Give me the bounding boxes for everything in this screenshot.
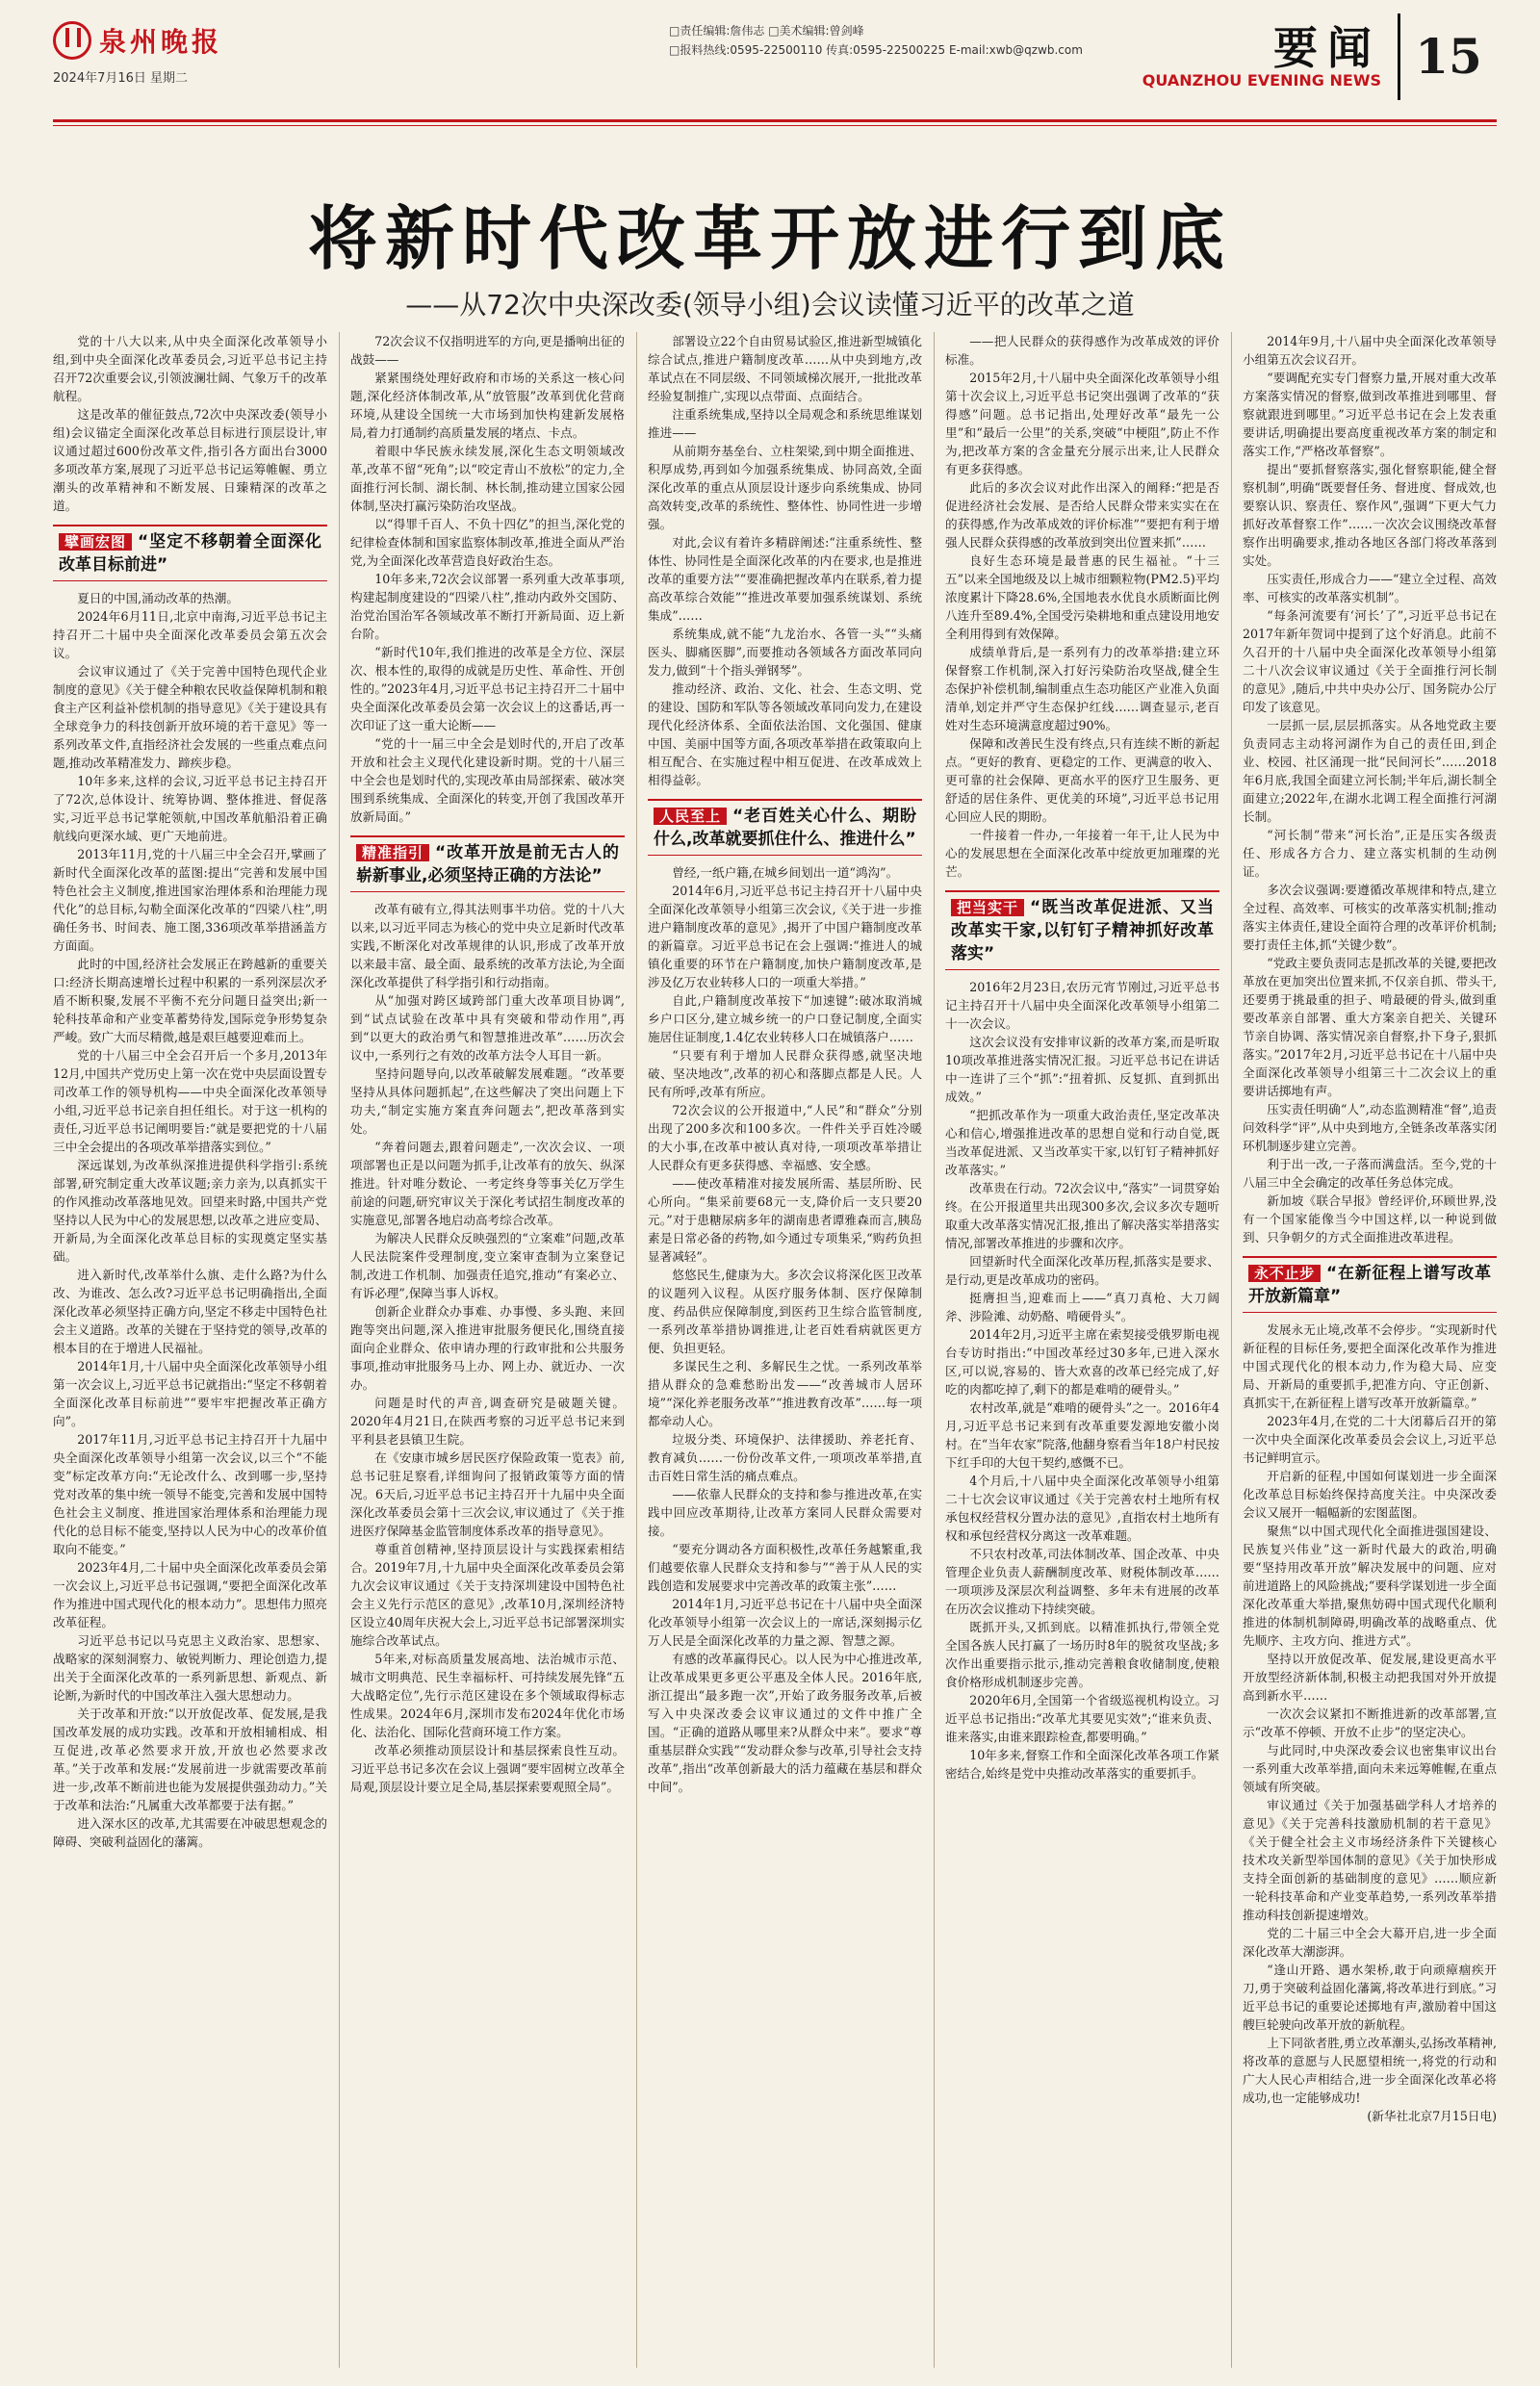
- paragraph: 此时的中国,经济社会发展正在跨越新的重要关口:经济长期高速增长过程中积累的一系列深层次矛盾不断积聚,发展不平衡不充分问题日益突出;新一轮科技革命和产业变革蓄势待发,国际竞争形势复杂严峻。致广大而尽精微,越是艰巨越要迎难而上。: [53, 957, 327, 1044]
- paragraph: 压实责任明确“人”,动态监测精准“督”,追责问效科学“评”,从中央到地方,全链条改革落实闭环机制逐步建立完善。: [1243, 1102, 1497, 1153]
- paragraph: 会议审议通过了《关于完善中国特色现代企业制度的意见》《关于健全种粮农民收益保障机制和粮食主产区利益补偿机制的指导意见》《关于建设具有全球竞争力的科技创新开放环境的若干意见》等一系列改革文件,直指经济社会发展的一些重点难点问题,推动改革精准发力、蹄疾步稳。: [53, 664, 327, 770]
- paragraph: 着眼中华民族永续发展,深化生态文明领域改革,改革不留“死角”;以“咬定青山不放松”的定力,全面推行河长制、湖长制、林长制,推动建立国家公园体制,坚决打赢污染防治攻坚战。: [350, 444, 625, 513]
- paragraph: 2013年11月,党的十八届三中全会召开,擘画了新时代全面深化改革的蓝图:提出“完善和发展中国特色社会主义制度,推进国家治理体系和治理能力现代化”的总目标,勾勒全面深化改革的“四梁八柱”,明确任务书、时间表、施工图,336项改革举措涵盖方方面面。: [53, 847, 327, 953]
- section-heading-text: “在新征程上谱写改革开放新篇章”: [1248, 1264, 1491, 1306]
- paragraph: 夏日的中国,涌动改革的热潮。: [77, 591, 239, 605]
- paragraph: 一层抓一层,层层抓落实。从各地党政主要负责同志主动将河湖作为自己的责任田,到企业、校园、社区涌现一批“民间河长”……2018年6月底,我国全面建立河长制;半年后,湖长制全面建立;2022年,在湖水北调工程全面推行河湖长制。: [1243, 718, 1497, 824]
- article-column-2: [350, 332, 625, 2368]
- paragraph: 72次会议的公开报道中,“人民”和“群众”分别出现了200多次和100多次。一件件关乎百姓冷暖的大小事,在改革中被认真对待,一项项改革举措让人民群众有更多获得感、幸福感、安全感。: [648, 1103, 922, 1172]
- paragraph: 在《安康市城乡居民医疗保险政策一览表》前,总书记驻足察看,详细询问了报销政策等方面的情况。6天后,习近平总书记主持召开十九届中央全面深化改革委员会第十三次会议,审议通过了《关于推进医疗保障基金监管制度体系改革的指导意见》。: [350, 1450, 625, 1538]
- paragraph: 一件接着一件办,一年接着一年干,让人民为中心的发展思想在全面深化改革中绽放更加璀璨的光芒。: [945, 828, 1219, 879]
- paragraph: 上下同欲者胜,勇立改革潮头,弘扬改革精神,将改革的意愿与人民愿望相统一,将党的行动和广大人民心声相结合,进一步全面深化改革必将成功,也一定能够成功!: [1243, 2036, 1497, 2105]
- paragraph: 注重系统集成,坚持以全局观念和系统思维谋划推进——: [648, 407, 922, 440]
- paragraph: 挺膺担当,迎难而上——“真刀真枪、大刀阔斧、涉险滩、动奶酪、啃硬骨头”。: [945, 1291, 1219, 1323]
- section-title: 要闻: [1273, 22, 1381, 74]
- paragraph: 2014年6月,习近平总书记主持召开十八届中央全面深化改革领导小组第三次会议,《关于进一步推进户籍制度改革的意见》,揭开了中国户籍制度改革的新篇章。习近平总书记在会上强调:“推进人的城镇化重要的环节在户籍制度,加快户籍制度改革,是涉及亿万农业转移人口的一项重大举措。”: [648, 884, 922, 989]
- paragraph: 改革贵在行动。72次会议中,“落实”一词贯穿始终。在公开报道里共出现300多次,会议多次专题听取重大改革落实情况汇报,推出了解决落实举措落实情况,部署改革推进的步骤和次序。: [945, 1181, 1219, 1250]
- paragraph: 坚持问题导向,以改革破解发展难题。“改革要坚持从具体问题抓起”,在这些解决了突出问题上下功夫,“制定实施方案直奔问题去”,把改革落到实处。: [350, 1066, 625, 1136]
- paragraph: 4个月后,十八届中央全面深化改革领导小组第二十七次会议审议通过《关于完善农村土地所有权承包权经营权分置办法的意见》,直指农村土地所有权和承包经营权分离这一改革难题。: [945, 1474, 1219, 1543]
- paragraph: 2016年2月23日,农历元宵节刚过,习近平总书记主持召开十八届中央全面深化改革领导小组第二十一次会议。: [945, 980, 1219, 1031]
- paragraph: 回望新时代全面深化改革历程,抓落实是要求、是行动,更是改革成功的密码。: [945, 1254, 1219, 1287]
- section-heading: [1243, 1256, 1497, 1313]
- paragraph: 2014年2月,习近平主席在索契接受俄罗斯电视台专访时指出:“中国改革经过30多年,已进入深水区,可以说,容易的、皆大欢喜的改革已经完成了,好吃的肉都吃掉了,剩下的都是难啃的硬骨头。”: [945, 1327, 1219, 1397]
- paragraph: 2023年4月,二十届中央全面深化改革委员会第一次会议上,习近平总书记强调,“要把全面深化改革作为推进中国式现代化的根本动力”。思想伟力照亮改革征程。: [53, 1560, 327, 1629]
- paragraph: 72次会议不仅指明进军的方向,更是播响出征的战鼓——: [350, 334, 625, 367]
- section-tag: 擘画宏图: [59, 533, 132, 551]
- paragraph: “要调配充实专门督察力量,开展对重大改革方案落实情况的督察,做到改革推进到哪里、督察就跟进到哪里。”习近平总书记在会上发表重要讲话,明确提出要高度重视改革方案的制定和落实工作,“严格改革督察”。: [1243, 371, 1497, 458]
- paragraph: 提出“要抓督察落实,强化督察职能,健全督察机制”,明确“既要督任务、督进度、督成效,也要察认识、察责任、察作风”,强调“下更大气力抓好改革督察工作”……一次次会议围绕改革督察作出明确要求,推动各地区各部门将改革落到实处。: [1243, 462, 1497, 568]
- paragraph: 关于改革和开放:“以开放促改革、促发展,是我国改革发展的成功实践。改革和开放相辅相成、相互促进,改革必然要求开放,开放也必然要求改革。”关于改革和发展:“发展前进一步就需要改革前进一步,改革不断前进也能为发展提供强劲动力。”关于改革和法治:“凡属重大改革都要于法有据。”: [53, 1706, 327, 1812]
- column-divider: [934, 332, 935, 2368]
- paragraph: 改革有破有立,得其法则事半功倍。党的十八大以来,以习近平同志为核心的党中央立足新时代改革实践,不断深化对改革规律的认识,形成了改革开放以来最丰富、最全面、最系统的改革方法论,为全面深化改革提供了科学指引和行动指南。: [350, 902, 625, 989]
- paragraph: 问题是时代的声音,调查研究是破题关键。2020年4月21日,在陕西考察的习近平总书记来到平利县老县镇卫生院。: [350, 1396, 625, 1447]
- article-column-4: [945, 332, 1219, 2368]
- article-body: [53, 332, 1497, 2368]
- section-title-en: QUANZHOU EVENING NEWS: [1142, 71, 1381, 90]
- section-heading-text: “坚定不移朝着全面深化改革目标前进”: [59, 532, 321, 575]
- paragraph: 部署设立22个自由贸易试验区,推进新型城镇化综合试点,推进户籍制度改革……从中央到地方,改革试点在不同层级、不同领域梯次展开,一批批改革经验复制推广,实现以点带面、点面结合。: [648, 334, 922, 403]
- issue-date: 2024年7月16日 星期二: [53, 71, 189, 86]
- paragraph: 有感的改革赢得民心。以人民为中心推进改革,让改革成果更多更公平惠及全体人民。2016年底,浙江提出“最多跑一次”,开始了政务服务改革,后被写入中央深改委会议审议通过的文件中推广全国。“正确的道路从哪里来?从群众中来”。要求“尊重基层群众实践”“发动群众参与改革,引导社会支持改革”,指出“改革创新最大的活力蕴藏在基层和群众中间”。: [648, 1652, 922, 1794]
- paragraph: 进入深水区的改革,尤其需要在冲破思想观念的障碍、突破利益固化的藩篱。: [53, 1816, 327, 1849]
- paragraph: “只要有利于增加人民群众获得感,就坚决地破、坚决地改”,改革的初心和落脚点都是人民。人民有所呼,改革有所应。: [648, 1048, 922, 1099]
- paragraph: “每条河流要有‘河长’了”,习近平总书记在2017年新年贺词中提到了这个好消息。此前不久召开的十八届中央全面深化改革领导小组第二十八次会议审议通过《关于全面推行河长制的意见》,随后,中共中央办公厅、国务院办公厅印发了该意见。: [1243, 608, 1497, 714]
- paragraph: 2023年4月,在党的二十大闭幕后召开的第一次中央全面深化改革委员会会议上,习近平总书记鲜明宣示。: [1243, 1414, 1497, 1465]
- paragraph: “逢山开路、遇水架桥,敢于向顽瘴痼疾开刀,勇于突破利益固化藩篱,将改革进行到底。”习近平总书记的重要论述掷地有声,激励着中国这艘巨轮驶向改革开放的新航程。: [1243, 1963, 1497, 2032]
- paragraph: 2017年11月,习近平总书记主持召开十九届中央全面深化改革领导小组第一次会议,以三个“不能变”标定改革方向:“无论改什么、改到哪一步,坚持党对改革的集中统一领导不能变,完善和发展中国特色社会主义制度、推进国家治理体系和治理能力现代化的总目标不能变,坚持以人民为中心的改革价值取向不能变。”: [53, 1432, 327, 1556]
- paragraph: 从“加强对跨区域跨部门重大改革项目协调”,到“试点试验在改革中具有突破和带动作用”,再到“以更大的政治勇气和智慧推进改革”……历次会议中,一系列行之有效的改革方法令人耳目一新。: [350, 993, 625, 1063]
- paragraph: “党的十一届三中全会是划时代的,开启了改革开放和社会主义现代化建设新时期。党的十八届三中全会也是划时代的,实现改革由局部探索、破冰突围到系统集成、全面深化的转变,开创了我国改革开放新局面。”: [350, 736, 625, 824]
- section-heading: [53, 525, 327, 581]
- paragraph: 多次会议强调:要遵循改革规律和特点,建立全过程、高效率、可核实的改革落实机制;推动落实主体责任,建设全面符合理的改革评价机制;要打责任主体,抓“关键少数”。: [1243, 883, 1497, 952]
- paragraph: 压实责任,形成合力——“建立全过程、高效率、可核实的改革落实机制”。: [1243, 572, 1497, 604]
- paragraph: 以“得罪千百人、不负十四亿”的担当,深化党的纪律检查体制和国家监察体制改革,推进全面从严治党,为全面深化改革营造良好政治生态。: [350, 517, 625, 568]
- paragraph: 进入新时代,改革举什么旗、走什么路?为什么改、为谁改、怎么改?习近平总书记明确指出,全面深化改革必须坚持正确方向,坚定不移走中国特色社会主义道路。改革的关键在于坚持党的领导,改革的根本目的在于增进人民福祉。: [53, 1268, 327, 1355]
- dateline: (新华社北京7月15日电): [1367, 2109, 1497, 2123]
- column-divider: [339, 332, 340, 2368]
- paragraph: 对此,会议有着许多精辟阐述:“注重系统性、整体性、协同性是全面深化改革的内在要求,也是推进改革的重要方法”“要准确把握改革内在联系,着力提高改革综合效能”“推进改革要加强系统谋划、系统集成”……: [648, 535, 922, 623]
- paragraph: 从前期夯基垒台、立柱架梁,到中期全面推进、积厚成势,再到如今加强系统集成、协同高效,全面深化改革的重点从顶层设计逐步向系统集成、协同高效转变,改革的系统性、整体性、协同性进一步增强。: [648, 444, 922, 531]
- paragraph: 利于出一改,一子落而满盘活。至今,党的十八届三中全会确定的改革任务总体完成。: [1243, 1157, 1497, 1190]
- paragraph: 一次次会议紧扣不断推进新的改革部署,宣示“改革不停顿、开放不止步”的坚定决心。: [1243, 1706, 1497, 1739]
- section-heading-text: “改革开放是前无古人的崭新事业,必须坚持正确的方法论”: [356, 843, 619, 885]
- paragraph: “奔着问题去,跟着问题走”,一次次会议、一项项部署也正是以问题为抓手,让改革有的放矢、纵深推进。针对唯分数论、一考定终身等事关亿万学生前途的问题,研究审议关于深化考试招生制度改革的实施意见,部署各地启动高考综合改革。: [350, 1140, 625, 1227]
- paragraph: 自此,户籍制度改革按下“加速键”:破冰取消城乡户口区分,建立城乡统一的户口登记制度,全面实施居住证制度,1.4亿农业转移人口在城镇落户……: [648, 993, 922, 1044]
- column-divider: [636, 332, 637, 2368]
- paragraph: 10年多来,督察工作和全面深化改革各项工作紧密结合,始终是党中央推动改革落实的重要抓手。: [945, 1748, 1219, 1781]
- editor-credits: [669, 21, 1083, 60]
- paragraph: “把抓改革作为一项重大政治责任,坚定改革决心和信心,增强推进改革的思想自觉和行动自觉,既当改革促进派、又当改革实干家,以钉钉子精神抓好改革落实。”: [945, 1108, 1219, 1177]
- paragraph: 为解决人民群众反映强烈的“立案难”问题,改革人民法院案件受理制度,变立案审查制为立案登记制,改进工作机制、加强责任追究,推动“有案必立、有诉必理”,保障当事人诉权。: [350, 1231, 625, 1300]
- paragraph: 坚持以开放促改革、促发展,建设更高水平开放型经济新体制,积极主动把我国对外开放提高到新水平……: [1243, 1652, 1497, 1703]
- credits-line-2: □报料热线:0595-22500110 传真:0595-22500225 E-mail:xwb@qzwb.com: [669, 43, 1083, 57]
- masthead-rule-thin: [53, 125, 1497, 126]
- masthead-rule: [53, 119, 1497, 122]
- paragraph: 开启新的征程,中国如何谋划进一步全面深化改革总目标始终保持高度关注。中央深改委会议又展开一幅幅新的宏图蓝图。: [1243, 1469, 1497, 1520]
- paragraph: 新加坡《联合早报》曾经评价,环顾世界,没有一个国家能像当今中国这样,以一种说到做到、只争朝夕的方式全面推进改革进程。: [1243, 1193, 1497, 1244]
- paragraph: 此后的多次会议对此作出深入的阐释:“把是否促进经济社会发展、是否给人民群众带来实实在在的获得感,作为改革成效的评价标准”“要把有利于增强人民群众获得感的改革放到突出位置来抓”……: [945, 480, 1219, 550]
- paragraph: “河长制”带来“河长治”,正是压实各级责任、形成各方合力、建立落实机制的生动例证。: [1243, 828, 1497, 879]
- paragraph: “党政主要负责同志是抓改革的关键,要把改革放在更加突出位置来抓,不仅亲自抓、带头干,还要勇于挑最重的担子、啃最硬的骨头,做到重要改革亲自部署、重大方案亲自把关、关键环节亲自协调、落实情况亲自督察,扑下身子,狠抓落实。”2017年2月,习近平总书记在十八届中央全面深化改革领导小组第三十二次会议上的重要讲话掷地有声。: [1243, 956, 1497, 1098]
- section-tag: 永不止步: [1248, 1265, 1321, 1282]
- paragraph: 审议通过《关于加强基础学科人才培养的意见》《关于完善科技激励机制的若干意见》《关于健全社会主义市场经济条件下关键核心技术攻关新型举国体制的意见》《关于加快形成支持全面创新的基础制度的意见》……顺应新一轮科技革命和产业变革趋势,一系列改革举措推动科技创新提速增效。: [1243, 1798, 1497, 1922]
- paragraph: ——依靠人民群众的支持和参与推进改革,在实践中回应改革期待,让改革方案同人民群众需要对接。: [648, 1487, 922, 1538]
- paragraph: 既抓开头,又抓到底。以精准抓执行,带领全党全国各族人民打赢了一场历时8年的脱贫攻坚战;多次作出重要指示批示,推动完善粮食收储制度,使粮食价格形成机制逐步完善。: [945, 1620, 1219, 1689]
- paragraph: 2014年1月,十八届中央全面深化改革领导小组第一次会议上,习近平总书记就指出:“坚定不移朝着全面深化改革目标前进”“要牢牢把握改革正确方向”。: [53, 1359, 327, 1428]
- paragraph: 党的二十届三中全会大幕开启,进一步全面深化改革大潮澎湃。: [1243, 1926, 1497, 1959]
- article-column-1: [53, 332, 327, 2368]
- paragraph: 农村改革,就是“难啃的硬骨头”之一。2016年4月,习近平总书记来到有改革重要发源地安徽小岗村。在“当年农家”院落,他翻身察看当年18户村民按下红手印的大包干契约,感慨不已。: [945, 1400, 1219, 1470]
- paragraph: 创新企业群众办事难、办事慢、多头跑、来回跑等突出问题,深入推进审批服务便民化,围绕直接面向企业群众、依申请办理的行政审批和公共服务事项,推动审批服务马上办、网上办、就近办、一次办。: [350, 1304, 625, 1392]
- section-heading-text: “老百姓关心什么、期盼什么,改革就要抓住什么、推进什么”: [654, 807, 916, 849]
- paragraph: 系统集成,就不能“九龙治水、各管一头”“头痛医头、脚痛医脚”,而要推动各领域各方面改革同向发力,做到“十个指头弹钢琴”。: [648, 627, 922, 678]
- paragraph: 2024年6月11日,北京中南海,习近平总书记主持召开二十届中央全面深化改革委员会第五次会议。: [53, 609, 327, 660]
- paragraph: 聚焦“以中国式现代化全面推进强国建设、民族复兴伟业”这一新时代最大的政治,明确要“坚持用改革开放”解决发展中的问题、应对前进道路上的风险挑战;“要科学谋划进一步全面深化改革重大举措,聚焦妨碍中国式现代化顺利推进的体制机制障碍,明确改革的战略重点、优先顺序、主攻方向、推进方式”。: [1243, 1524, 1497, 1648]
- paragraph: 悠悠民生,健康为大。多次会议将深化医卫改革的议题列入议程。从医疗服务体制、医疗保障制度、药品供应保障制度,到医药卫生综合监管制度,一系列改革举措协调推进,让老百姓看病就医更方便、负担更轻。: [648, 1268, 922, 1355]
- paragraph: 垃圾分类、环境保护、法律援助、养老托育、教育减负……一份份改革文件,一项项改革举措,直击百姓日常生活的痛点难点。: [648, 1432, 922, 1483]
- paragraph: 尊重首创精神,坚持顶层设计与实践探索相结合。2019年7月,十九届中央全面深化改革委员会第九次会议审议通过《关于支持深圳建设中国特色社会主义先行示范区的意见》,改革10月,深圳经济特区设立40周年庆祝大会上,习近平总书记部署深圳实施综合改革试点。: [350, 1542, 625, 1648]
- section-tag: 人民至上: [654, 808, 727, 825]
- paragraph: 多谋民生之利、多解民生之忧。一系列改革举措从群众的急难愁盼出发——“改善城市人居环境”“深化养老服务改革”“推进教育改革”……每一项都牵动人心。: [648, 1359, 922, 1428]
- paragraph: 党的十八届三中全会召开后一个多月,2013年12月,中国共产党历史上第一次在党中央层面设置专司改革工作的领导机构——中央全面深化改革领导小组,习近平总书记亲自担任组长。对于这一机构的责任,习近平总书记阐明要旨:“就是要把党的十八届三中全会提出的各项改革举措落实到位。”: [53, 1048, 327, 1154]
- paragraph: 曾经,一纸户籍,在城乡间划出一道“鸿沟”。: [672, 865, 899, 880]
- section-tag: 把当实干: [951, 899, 1024, 916]
- paragraph: 这次会议没有安排审议新的改革方案,而是听取10项改革推进落实情况汇报。习近平总书记在讲话中一连讲了三个“抓”:“扭着抓、反复抓、直到抓出成效。”: [945, 1035, 1219, 1104]
- subheadline: ——从72次中央深改委(领导小组)会议读懂习近平的改革之道: [405, 289, 1135, 321]
- paragraph: 良好生态环境是最普惠的民生福祉。“十三五”以来全国地级及以上城市细颗粒物(PM2.5)平均浓度累计下降28.6%,全国地表水优良水质断面比例八连升至89.4%,全国受污染耕地和重点建设用地安全利用得到有效保障。: [945, 553, 1219, 641]
- paragraph: 2014年9月,十八届中央全面深化改革领导小组第五次会议召开。: [1243, 334, 1497, 367]
- paragraph: “要充分调动各方面积极性,改革任务越繁重,我们越要依靠人民群众支持和参与”“善于从人民的实践创造和发展要求中完善改革的政策主张”……: [648, 1542, 922, 1593]
- paragraph: 2014年1月,习近平总书记在十八届中央全面深化改革领导小组第一次会议上的一席话,深刻揭示亿万人民是全面深化改革的力量之源、智慧之源。: [648, 1597, 922, 1648]
- paragraph: 与此同时,中央深改委会议也密集审议出台一系列重大改革举措,面向未来远筹帷幄,在重点领域有所突破。: [1243, 1743, 1497, 1794]
- paragraph: 改革必须推动顶层设计和基层探索良性互动。习近平总书记多次在会议上强调“要牢固树立改革全局观,顶层设计要立足全局,基层探索要观照全局”。: [350, 1743, 625, 1794]
- section-heading: [648, 799, 922, 856]
- paragraph: 发展永无止境,改革不会停步。“实现新时代新征程的目标任务,要把全面深化改革作为推进中国式现代化的根本动力,作为稳大局、应变局、开新局的重要抓手,把准方向、守正创新、真抓实干,在新征程上谱写改革开放新篇章。”: [1243, 1322, 1497, 1410]
- paragraph: 这是改革的催征鼓点,72次中央深改委(领导小组)会议锚定全面深化改革总目标进行顶层设计,审议通过超过600份改革文件,指引各方面出台3000多项改革方案,展现了习近平总书记运筹帷幄、勇立潮头的改革精神和不断发展、日臻精深的改革之道。: [53, 407, 327, 513]
- paragraph: 党的十八大以来,从中央全面深化改革领导小组,到中央全面深化改革委员会,习近平总书记主持召开72次重要会议,引领波澜壮阔、气象万千的改革航程。: [53, 334, 327, 403]
- page-number: 15: [1398, 13, 1497, 100]
- article-column-5: [1243, 332, 1497, 2368]
- paragraph: 2015年2月,十八届中央全面深化改革领导小组第十次会议上,习近平总书记突出强调了改革的“获得感”问题。总书记指出,处理好改革“最先一公里”和“最后一公里”的关系,突破“中梗阻”,防止不作为,把改革方案的含金量充分展示出来,让人民群众有更多获得感。: [945, 371, 1219, 476]
- paragraph: 5年来,对标高质量发展高地、法治城市示范、城市文明典范、民生幸福标杆、可持续发展先锋“五大战略定位”,先行示范区建设在多个领域取得标志性成果。2024年6月,深圳市发布2024年优化市场化、法治化、国际化营商环境工作方案。: [350, 1652, 625, 1739]
- paragraph: ——使改革精准对接发展所需、基层所盼、民心所向。“集采前要68元一支,降价后一支只要20元。”对于患糖尿病多年的湖南患者谭雅森而言,胰岛素是日常必备的药物,如今通过专项集采,“购药负担显著减轻”。: [648, 1176, 922, 1264]
- column-divider: [1231, 332, 1232, 2368]
- paragraph: “新时代10年,我们推进的改革是全方位、深层次、根本性的,取得的成就是历史性、革命性、开创性的。”2023年4月,习近平总书记主持召开二十届中央全面深化改革委员会第一次会议上的这番话,再一次印证了这一重大论断——: [350, 645, 625, 732]
- paragraph: 紧紧围绕处理好政府和市场的关系这一核心问题,深化经济体制改革,从“放管服”改革到优化营商环境,从建设全国统一大市场到加快构建新发展格局,着力打通制约高质量发展的堵点、卡点。: [350, 371, 625, 440]
- paragraph: 不只农村改革,司法体制改革、国企改革、中央管理企业负责人薪酬制度改革、财税体制改革……一项项涉及深层次利益调整、多年未有进展的改革在历次会议推动下持续突破。: [945, 1547, 1219, 1616]
- masthead-logo: [53, 21, 222, 60]
- section-heading: [350, 835, 625, 892]
- paragraph: 深远谋划,为改革纵深推进提供科学指引:系统部署,研究制定重大改革议题;亲力亲为,以真抓实干的作风推动改革落地见效。回望来时路,中国共产党坚持以人民为中心的发展思想,以改革之进应变局、开新局,为全面深化改革总目标的实现奠定坚实基础。: [53, 1158, 327, 1264]
- section-heading-text: “既当改革促进派、又当改革实干家,以钉钉子精神抓好改革落实”: [951, 898, 1214, 963]
- credits-line-1: □责任编辑:詹伟志 □美术编辑:曾剑峰: [669, 24, 864, 38]
- masthead: [53, 13, 1497, 129]
- paragraph: 10年多来,这样的会议,习近平总书记主持召开了72次,总体设计、统筹协调、整体推进、督促落实,习近平总书记掌舵领航,中国改革航船沿着正确航线向更深水域、更广天地前进。: [53, 774, 327, 843]
- newspaper-logo-icon: [53, 21, 91, 60]
- article-column-3: [648, 332, 922, 2368]
- section-tag: 精准指引: [356, 844, 429, 861]
- paragraph: 习近平总书记以马克思主义政治家、思想家、战略家的深刻洞察力、敏锐判断力、理论创造力,提出关于全面深化改革的一系列新思想、新观点、新论断,为新时代的中国改革注入强大思想动力。: [53, 1633, 327, 1703]
- section-heading: [945, 890, 1219, 970]
- paragraph: 成绩单背后,是一系列有力的改革举措:建立环保督察工作机制,深入打好污染防治攻坚战,健全生态保护补偿机制,编制重点生态功能区产业准入负面清单,划定并严守生态保护红线……调查显示,老百姓对生态环境满意度超过90%。: [945, 645, 1219, 732]
- headline: 将新时代改革开放进行到底: [307, 198, 1232, 279]
- paragraph: 保障和改善民生没有终点,只有连续不断的新起点。“更好的教育、更稳定的工作、更满意的收入、更可靠的社会保障、更高水平的医疗卫生服务、更舒适的居住条件、更优美的环境”,习近平总书记用心回应人民的期盼。: [945, 736, 1219, 824]
- paragraph: 2020年6月,全国第一个省级巡视机构设立。习近平总书记指出:“改革尤其要见实效”;“谁来负责、谁来落实,由谁来跟踪检查,都要明确。”: [945, 1693, 1219, 1744]
- newspaper-name: 泉州晚报: [99, 26, 223, 58]
- paragraph: 10年多来,72次会议部署一系列重大改革事项,构建起制度建设的“四梁八柱”,推动内政外交国防、治党治国治军各领域改革不断打开新局面、迈上新台阶。: [350, 572, 625, 641]
- paragraph: 推动经济、政治、文化、社会、生态文明、党的建设、国防和军队等各领域改革同向发力,在建设现代化经济体系、全面依法治国、文化强国、健康中国、美丽中国等方面,各项改革举措在政策取向上相互配合、在实施过程中相互促进、在改革成效上相得益彰。: [648, 681, 922, 787]
- paragraph: ——把人民群众的获得感作为改革成效的评价标准。: [945, 334, 1219, 367]
